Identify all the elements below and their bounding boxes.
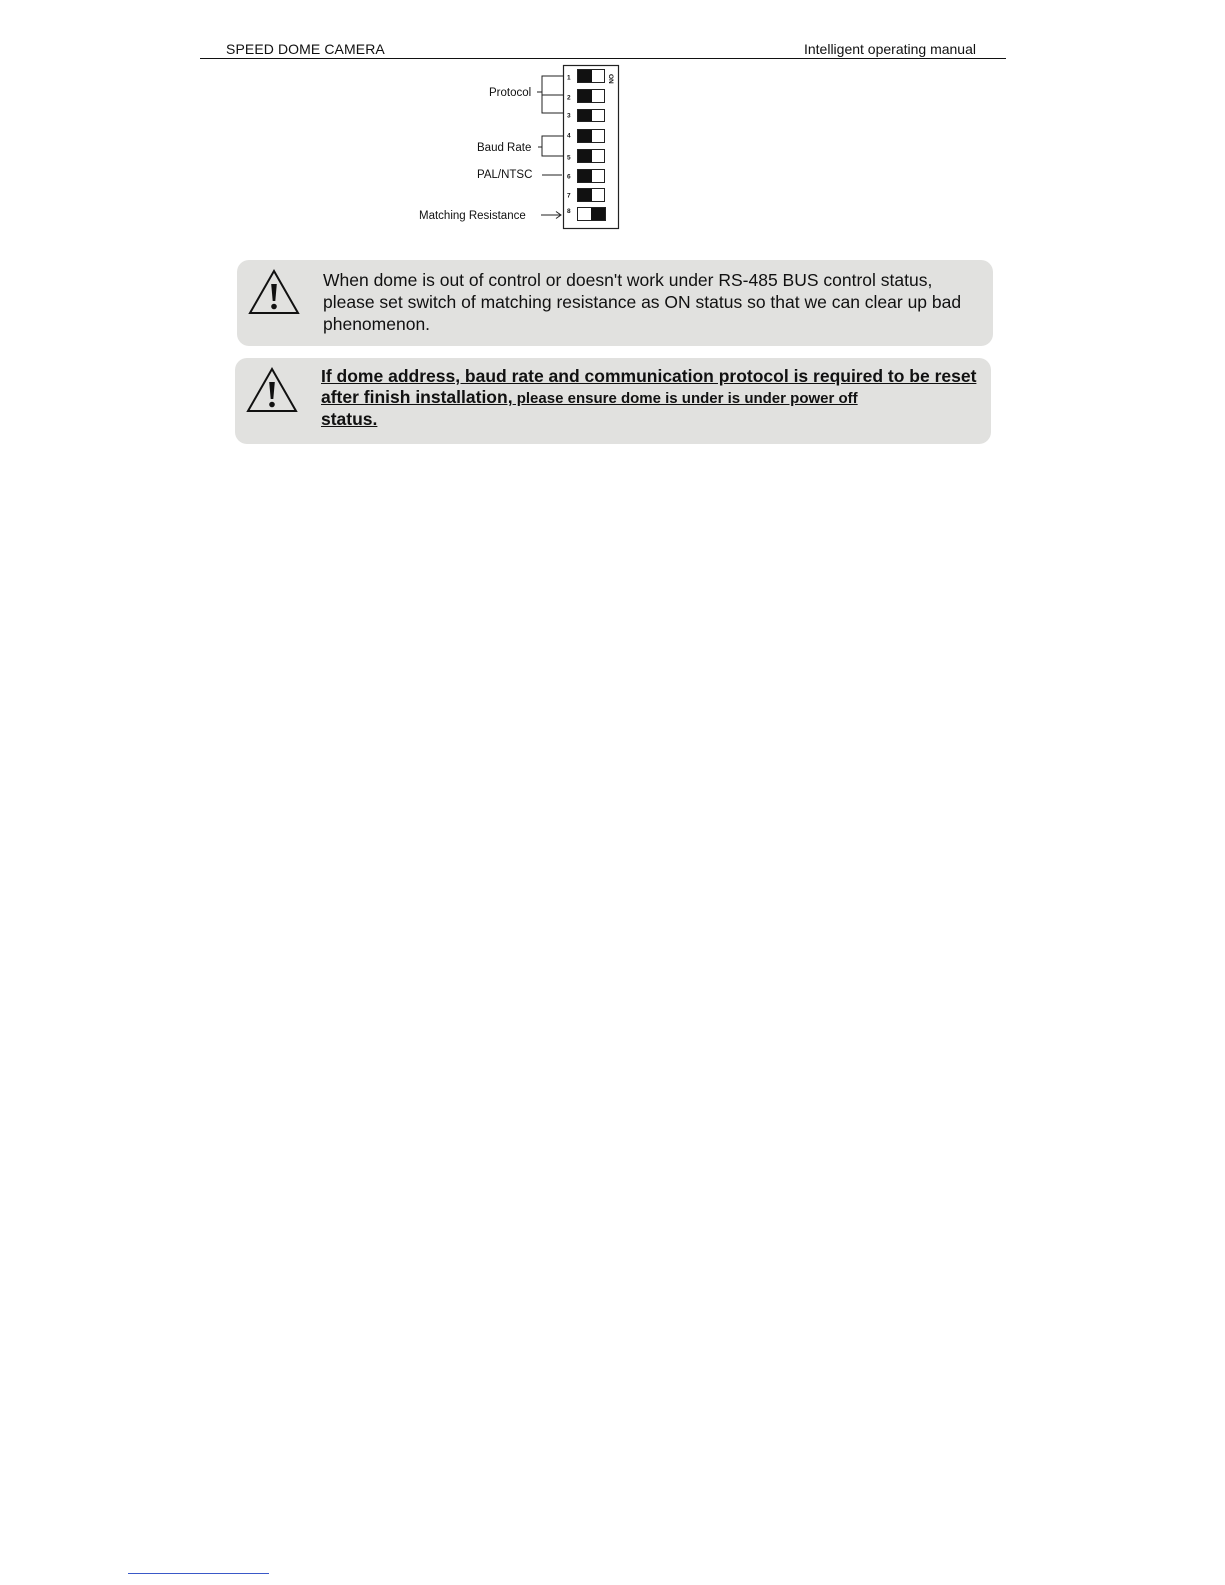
- switch-number: 6: [567, 173, 571, 181]
- switch-number: 1: [567, 74, 571, 82]
- switch-number: 7: [567, 192, 571, 200]
- header-title: SPEED DOME CAMERA: [226, 41, 385, 57]
- warning-text-reset: [321, 366, 981, 430]
- matching-resistance-label: Matching Resistance: [419, 210, 526, 222]
- baud-rate-label: Baud Rate: [477, 142, 532, 154]
- protocol-label: Protocol: [489, 87, 532, 99]
- switch-number: 2: [567, 94, 571, 102]
- switch-number: 4: [567, 132, 571, 140]
- warning-callout-resistance: [237, 260, 993, 346]
- protocol-bracket: [537, 76, 563, 113]
- warning-icon: [247, 267, 301, 317]
- switch-number: 8: [567, 208, 571, 215]
- warning-text-bold: If dome address, baud rate and communication protocol is required to be reset after finish installation,: [321, 366, 977, 407]
- switch-number: 3: [567, 112, 571, 120]
- switch-number: 5: [567, 154, 571, 162]
- warning-text-resistance: When dome is out of control or doesn't work under RS-485 BUS control status, please set switch of matching resistance as ON status so that we can clear up bad phenomenon.: [323, 270, 962, 334]
- footer-link[interactable]: [128, 1573, 269, 1574]
- warning-text-normal: please ensure dome is under is under power off: [512, 390, 858, 407]
- warning-icon: [245, 365, 299, 415]
- on-label: ON: [607, 74, 614, 84]
- header-manual-name: Intelligent operating manual: [803, 41, 976, 57]
- dip-switch-svg: [400, 60, 640, 240]
- pal-ntsc-label: PAL/NTSC: [477, 169, 533, 181]
- dip-switch-diagram: [400, 60, 640, 240]
- baud-rate-bracket: [538, 136, 563, 156]
- warning-callout-reset: [235, 358, 991, 444]
- warning-text-bold-end: status.: [321, 409, 378, 429]
- page-header: [200, 40, 1006, 59]
